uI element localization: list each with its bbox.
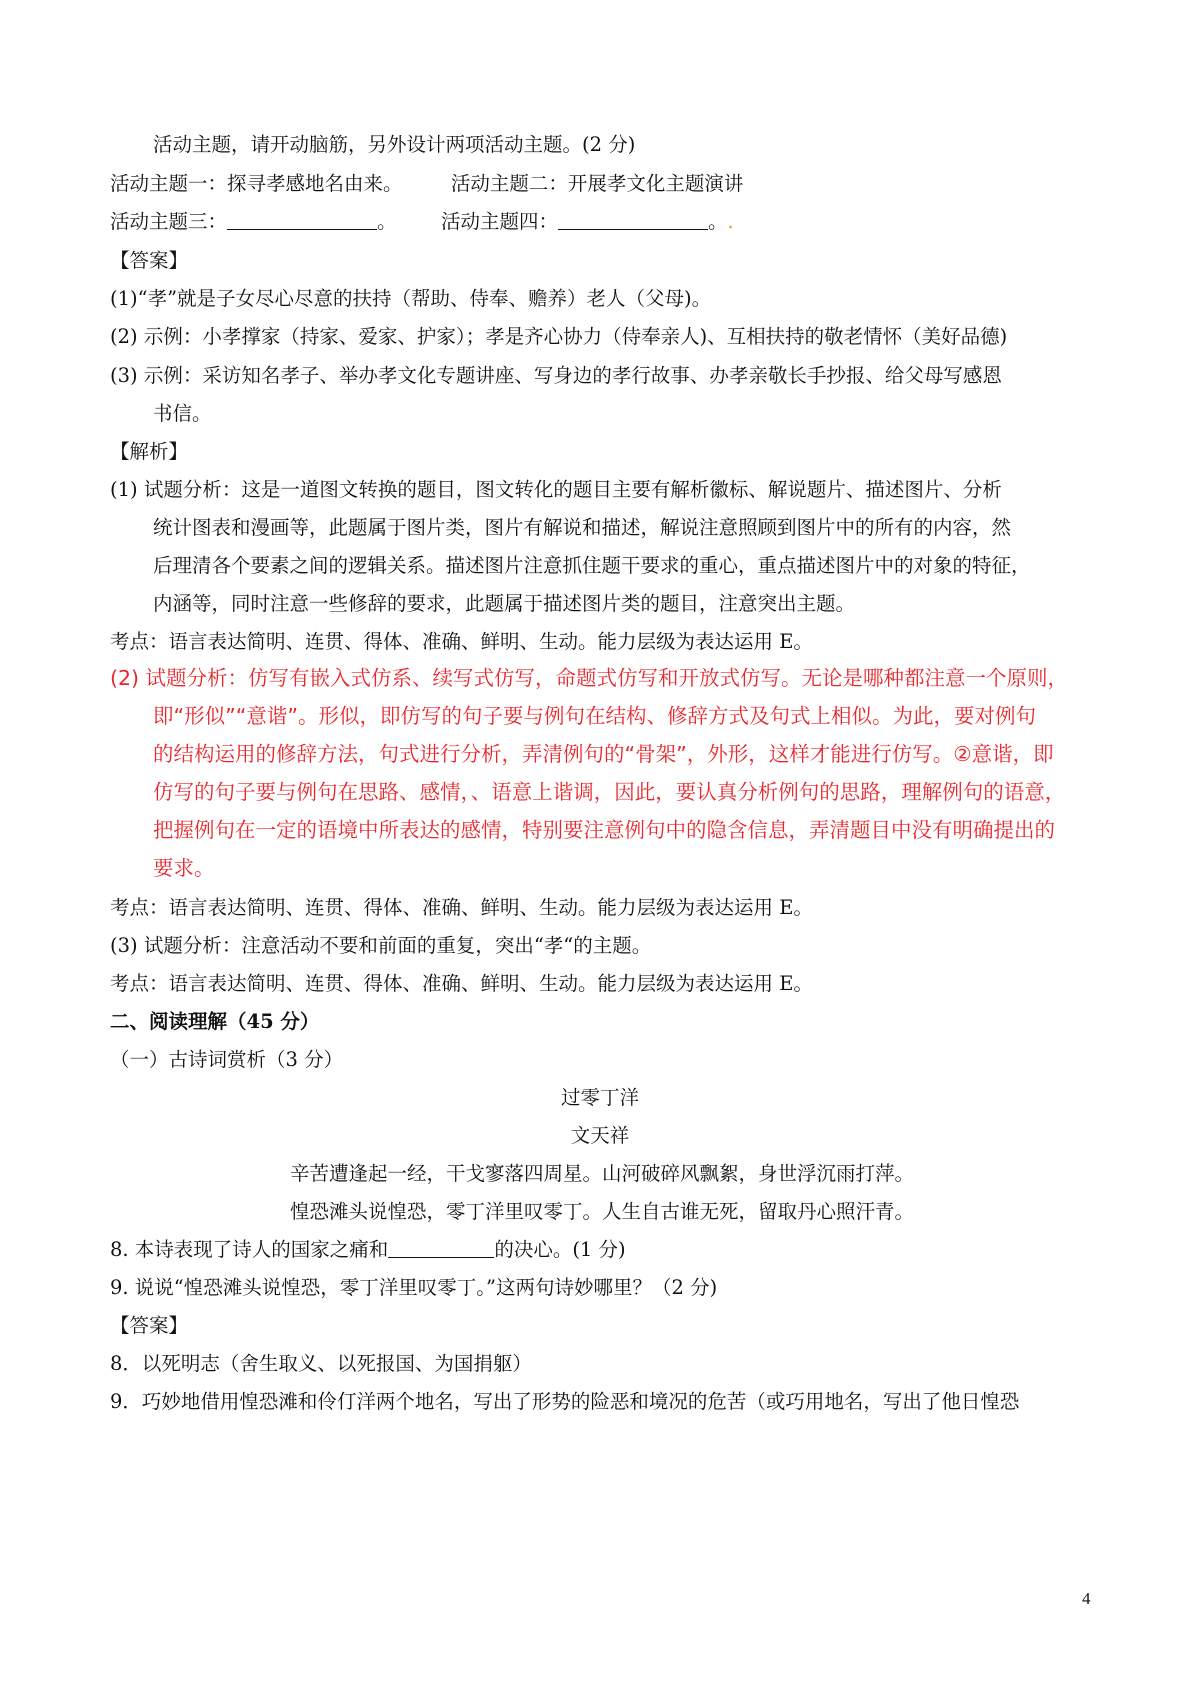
activity-theme-2: 活动主题二：开展孝文化主题演讲 [450, 172, 744, 195]
analysis-2-line-2: 即“形似”“意谐”。形似，即仿写的句子要与例句在结构、修辞方式及句式上相似。为此，要对例句 [153, 704, 1036, 728]
answer-2: (2) 示例：小孝撑家（持家、爱家、护家）；孝是齐心协力（侍奉亲人)、互相扶持的敬老情怀（美好品德) [110, 325, 1008, 348]
answer-8: 8．以死明志（舍生取义、以死报国、为国捐躯） [110, 1352, 532, 1375]
theme-3-blank [227, 209, 377, 230]
question-8-text: 8. 本诗表现了诗人的国家之痛和 [110, 1238, 389, 1261]
activity-theme-3-label: 活动主题三： [110, 210, 228, 233]
question-8-blank [388, 1237, 494, 1258]
page-number: 4 [1082, 1589, 1091, 1608]
analysis-3: (3) 试题分析：注意活动不要和前面的重复，突出“孝“的主题。 [110, 934, 652, 957]
answer-1: (1)“孝”就是子女尽心尽意的扶持（帮助、侍奉、赡养）老人（父母)。 [110, 287, 712, 310]
activity-theme-4-label: 活动主题四： [440, 210, 558, 233]
question-8-text-end: 的决心。(1 分) [494, 1238, 626, 1261]
analysis-header: 【解析】 [110, 440, 189, 463]
answer-3: (3) 示例：采访知名孝子、举办孝文化专题讲座、写身边的孝行故事、办孝亲敬长手抄报、给父母写感恩 [110, 364, 1002, 387]
activity-themes-row-1 [110, 170, 1100, 198]
activity-prompt-line: 活动主题，请开动脑筋，另外设计两项活动主题。(2 分) [153, 133, 636, 156]
kaodian-2: 考点：语言表达简明、连贯、得体、准确、鲜明、生动。能力层级为表达运用 E。 [110, 896, 813, 919]
stray-dot: . [727, 210, 734, 233]
answer-9: 9．巧妙地借用惶恐滩和伶仃洋两个地名，写出了形势的险恶和境况的危苦（或巧用地名，写出了他日惶恐 [110, 1390, 1020, 1413]
analysis-2-line-5: 把握例句在一定的语境中所表达的感情，特别要注意例句中的隐含信息，弄清题目中没有明确提出的 [153, 818, 1055, 842]
analysis-1-line-4: 内涵等，同时注意一些修辞的要求，此题属于描述图片类的题目，注意突出主题。 [153, 592, 856, 615]
activity-themes-row-2 [110, 208, 1100, 236]
poem-line-1: 辛苦遭逢起一经，干戈寥落四周星。山河破碎风飘絮，身世浮沉雨打萍。 [290, 1162, 915, 1185]
question-9: 9. 说说“惶恐滩头说惶恐，零丁洋里叹零丁。”这两句诗妙哪里？（2 分) [110, 1276, 718, 1299]
poem-title: 过零丁洋 [560, 1086, 639, 1109]
answer-header: 【答案】 [110, 249, 189, 272]
poem-author: 文天祥 [570, 1124, 630, 1147]
kaodian-3: 考点：语言表达简明、连贯、得体、准确、鲜明、生动。能力层级为表达运用 E。 [110, 972, 813, 995]
punct: 。 [707, 210, 728, 233]
answer-3-cont: 书信。 [153, 402, 212, 425]
answer-header-2: 【答案】 [110, 1314, 189, 1337]
theme-4-blank [558, 209, 708, 230]
kaodian-1: 考点：语言表达简明、连贯、得体、准确、鲜明、生动。能力层级为表达运用 E。 [110, 630, 813, 653]
analysis-1-line-1: (1) 试题分析：这是一道图文转换的题目，图文转化的题目主要有解析徽标、解说题片、描述图片、分析 [110, 478, 1002, 501]
subsection-heading: （一）古诗词赏析（3 分） [110, 1048, 344, 1071]
poem-line-2: 惶恐滩头说惶恐，零丁洋里叹零丁。人生自古谁无死，留取丹心照汗青。 [290, 1200, 915, 1223]
section-heading: 二、阅读理解（45 分） [110, 1010, 320, 1033]
analysis-1-line-3: 后理清各个要素之间的逻辑关系。描述图片注意抓住题干要求的重心，重点描述图片中的对象的特征， [153, 554, 1031, 577]
activity-theme-1: 活动主题一：探寻孝感地名由来。 [110, 172, 403, 195]
question-8 [110, 1236, 1100, 1264]
analysis-2-line-3: 的结构运用的修辞方法，句式进行分析，弄清例句的“骨架”，外形，这样才能进行仿写。②意谐，即 [153, 742, 1054, 766]
analysis-2-line-1: (2) 试题分析：仿写有嵌入式仿系、续写式仿写，命题式仿写和开放式仿写。无论是哪种都注意一个原则， [110, 666, 1069, 690]
analysis-2-line-4: 仿写的句子要与例句在思路、感情，、语意上谐调，因此，要认真分析例句的思路，理解例句的语意， [153, 780, 1066, 804]
punct: 。 [377, 210, 397, 233]
analysis-1-line-2: 统计图表和漫画等，此题属于图片类，图片有解说和描述，解说注意照顾到图片中的所有的内容，然 [153, 516, 1012, 539]
analysis-2-line-6: 要求。 [153, 856, 215, 880]
